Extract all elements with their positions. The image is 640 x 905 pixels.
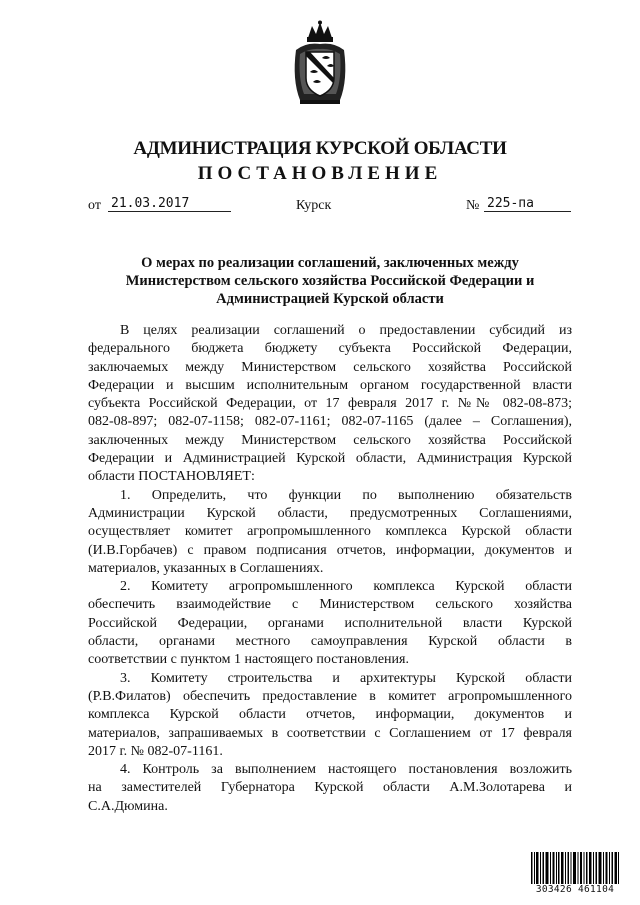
body-line: заключенных между Министерством сельского хозяйства Российской <box>88 432 572 448</box>
body-line: В целях реализации соглашений о предоставлении субсидий из <box>120 323 572 338</box>
body-line: 082-08-897; 082-07-1158; 082-07-1161; 082-07-1165 (далее – Соглашения), <box>88 414 572 430</box>
document-city: Курск <box>296 198 332 213</box>
body-line: на заместителей Губернатора Курской области А.М.Золотарева и <box>88 780 572 796</box>
body-line: области ПОСТАНОВЛЯЕТ: <box>88 469 255 485</box>
title-line: Администрацией Курской области <box>216 291 444 307</box>
document-type: ПОСТАНОВЛЕНИЕ <box>197 163 443 184</box>
body-line: 3. Комитету строительства и архитектуры Курской области <box>120 670 572 686</box>
document-title <box>88 254 572 308</box>
barcode <box>530 852 620 898</box>
body-line: материалов, запрашиваемых в соответствии с Соглашением от 17 февраля <box>88 725 572 741</box>
body-line: С.А.Дюмина. <box>88 798 168 814</box>
body-line: материалов, указанных в Соглашениях. <box>88 560 324 576</box>
body-line: комплекса Курской области отчетов, информации, документов и <box>88 707 572 723</box>
body-line: соответствии с пунктом 1 настоящего постановления. <box>88 652 409 668</box>
document-meta <box>88 196 568 216</box>
title-line: О мерах по реализации соглашений, заключенных между <box>141 255 519 271</box>
body-line: субъекта Российской Федерации, от 17 февраля 2017 г. №№ 082-08-873; <box>88 396 572 412</box>
kursk-coat-of-arms-icon <box>288 20 352 108</box>
body-line: Федерации и Администрацией Курской области, Администрация Курской <box>88 451 572 467</box>
body-line: (Р.В.Филатов) обеспечить предоставление в комитет агропромышленного <box>88 688 572 704</box>
body-line: федерального бюджета бюджету субъекта Российской Федерации, <box>88 341 572 357</box>
body-line: области, органами местного самоуправления Курской области в <box>88 634 572 650</box>
date-prefix: от <box>88 198 101 213</box>
organization-name: АДМИНИСТРАЦИЯ КУРСКОЙ ОБЛАСТИ <box>133 138 507 159</box>
body-line: 4. Контроль за выполнением настоящего постановления возложить <box>120 762 572 778</box>
body-line: 2017 г. № 082-07-1161. <box>88 743 223 759</box>
body-line: осуществляет комитет агропромышленного комплекса Курской области <box>88 524 572 540</box>
title-line: Министерством сельского хозяйства Российской Федерации и <box>125 273 535 289</box>
body-line: Федерации и высшим исполнительным органом государственной власти <box>88 377 572 393</box>
document-body <box>88 322 572 816</box>
document-date: 21.03.2017 <box>108 196 231 212</box>
body-line: 2. Комитету агропромышленного комплекса Курской области <box>120 579 572 595</box>
body-line: Российской Федерации, органами исполнительной власти Курской <box>88 615 572 631</box>
number-prefix: № <box>466 198 480 213</box>
body-line: обеспечить взаимодействие с Министерством сельского хозяйства <box>88 597 572 613</box>
body-line: 1. Определить, что функции по выполнению обязательств <box>120 487 572 503</box>
body-line: (И.В.Горбачев) с правом подписания отчетов, информации, документов и <box>88 542 572 558</box>
barcode-number: 303426 461104 <box>535 884 615 895</box>
body-line: Администрации Курской области, предусмотренных Соглашениями, <box>88 505 572 521</box>
barcode-bars <box>530 852 620 884</box>
body-line: заключаемых между Министерством сельского хозяйства Российской <box>88 359 572 375</box>
document-number: 225-па <box>484 196 571 212</box>
